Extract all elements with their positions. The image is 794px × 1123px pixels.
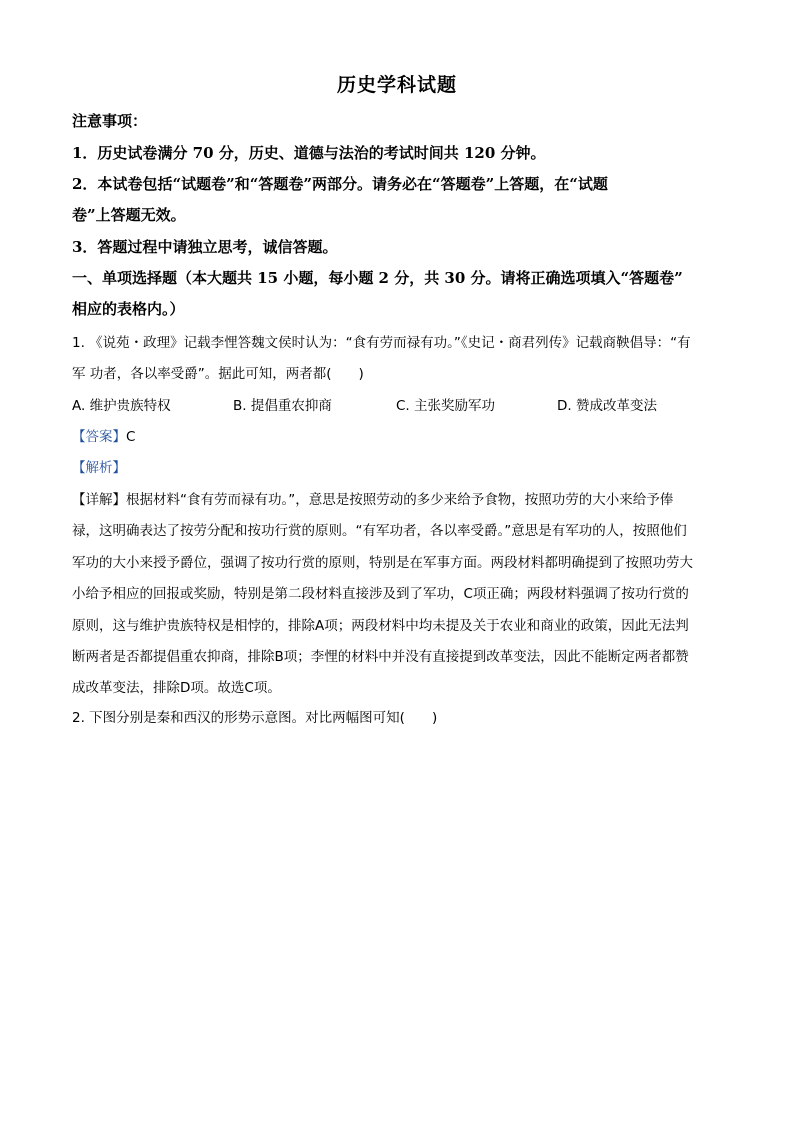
page-title: 历史学科试题 [336,74,457,96]
detail-line-2: 禄，这明确表达了按劳分配和按功行赏的原则。“有军功者，各以率受爵。”意思是有军功的人，按照他们 [72,523,687,539]
detail-line-3: 军功的大小来授予爵位，强调了按功行赏的原则，特别是在军事方面。两段材料都明确提到了按照功劳大 [72,555,693,571]
question-1-option-a: A. 维护贵族特权 [72,398,171,414]
answer-value: C [126,429,136,445]
question-1-stem-line-1: 1. 《说苑・政理》记载李悝答魏文侯时认为：“食有劳而禄有功。”《史记・商君列传》记载商鞅倡导：“有 [72,335,691,351]
question-1-stem-line-2: 军 功者，各以率受爵”。据此可知，两者都( ) [72,366,364,382]
section-heading-line-1: 一、单项选择题（本大题共 15 小题，每小题 2 分，共 30 分。请将正确选项填入“答题卷” [72,269,683,287]
detail-text-line-1: 根据材料“食有劳而禄有功。”，意思是按照劳动的多少来给予食物，按照功劳的大小来给予俸 [126,492,674,508]
question-1-option-b: B. 提倡重农抑商 [233,398,332,414]
notice-item-2-line-2: 卷”上答题无效。 [72,206,186,224]
notice-item-3: 3．答题过程中请独立思考，诚信答题。 [72,238,338,256]
question-2-stem: 2. 下图分别是秦和西汉的形势示意图。对比两幅图可知( ) [72,710,438,726]
notice-item-2-line-1: 2．本试卷包括“试题卷”和“答题卷”两部分。请务必在“答题卷”上答题，在“试题 [72,175,608,193]
detail-line-4: 小给予相应的回报或奖励，特别是第二段材料直接涉及到了军功，C项正确；两段材料强调了按功行赏的 [72,586,689,602]
question-1-option-d: D. 赞成改革变法 [557,398,657,414]
detail-line-1 [72,488,673,508]
detail-line-7: 成改革变法，排除D项。故选C项。 [72,680,281,696]
detail-line-6: 断两者是否都提倡重农抑商，排除B项；李悝的材料中并没有直接提到改革变法，因此不能断定两者都赞 [72,649,689,665]
section-heading-line-2: 相应的表格内。） [72,300,185,318]
notice-heading: 注意事项： [72,112,148,130]
analysis-label: 【解析】 [72,460,126,476]
answer-row [72,425,135,445]
detail-line-5: 原则，这与维护贵族特权是相悖的，排除A项；两段材料中均未提及关于农业和商业的政策，因此无法判 [72,618,689,634]
detail-label: 【详解】 [72,492,126,508]
notice-item-1: 1．历史试卷满分 70 分，历史、道德与法治的考试时间共 120 分钟。 [72,144,546,162]
answer-label: 【答案】 [72,429,126,445]
question-1-option-c: C. 主张奖励军功 [396,398,496,414]
